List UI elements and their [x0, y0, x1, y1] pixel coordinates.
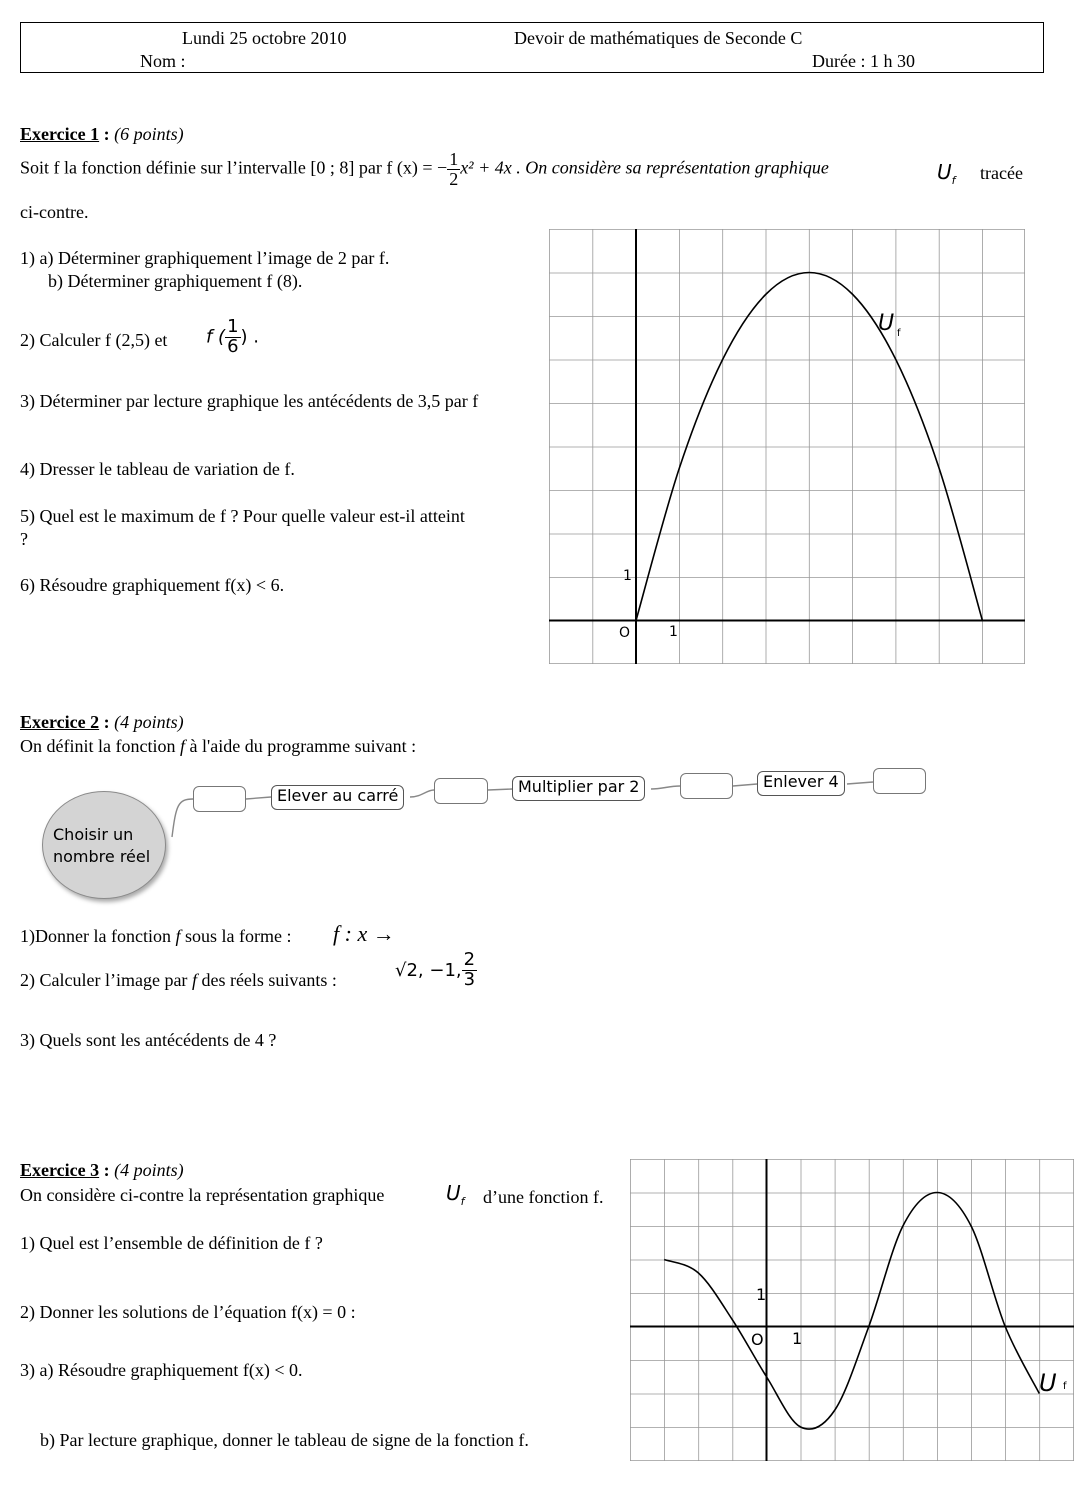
ex3-graph — [630, 1159, 1074, 1461]
ex3-intro: On considère ci-contre la représentation graphique — [20, 1185, 385, 1205]
ex1-intro-a: Soit f la fonction définie sur l’intervalle [0 ; 8] par f (x) = − — [20, 157, 448, 178]
ex1-q1a: 1) a) Déterminer graphiquement l’image de 2 par f. — [20, 248, 390, 268]
ex3-colon: : — [99, 1160, 115, 1180]
ex1-q5: 5) Quel est le maximum de f ? Pour quelle valeur est-il atteint ? — [20, 506, 465, 549]
connector-start-box1 — [172, 799, 193, 837]
ex1-q2-f: f ( — [206, 326, 226, 348]
ex1-q1b: b) Déterminer graphiquement f (8). — [48, 271, 303, 291]
ex3-graph-grid — [630, 1159, 1074, 1461]
ex1-origin-label: O — [619, 625, 631, 641]
ex1-graph — [549, 229, 1025, 664]
ex2-q1-form: f : x → — [333, 921, 395, 946]
ex1-colon: : — [99, 124, 115, 144]
ex1-title: Exercice 1 — [20, 124, 100, 144]
ex2-q3: 3) Quels sont les antécédents de 4 ? — [20, 1030, 277, 1050]
ex2-q2: 2) Calculer l’image par — [20, 970, 188, 990]
ex1-curve-name — [937, 160, 956, 187]
ex2-start-node — [42, 791, 166, 899]
ex2-q1: 1)Donner la fonction — [20, 926, 171, 946]
ex1-intro-d: ci-contre. — [20, 202, 89, 222]
ex2-heading — [20, 712, 184, 733]
ex1-q2-close: ) . — [240, 326, 260, 348]
ex3-graph-curve-label: U — [1039, 1369, 1057, 1397]
ex2-q1-line — [20, 926, 291, 947]
ex2-intro-f: f — [175, 736, 190, 756]
header-title: Devoir de mathématiques de Seconde C — [514, 28, 803, 48]
ex1-intro-c: tracée — [980, 163, 1023, 183]
ex1-intro-fraction — [447, 150, 460, 189]
ex1-curve-sub: f — [951, 174, 956, 187]
ex1-frac-num: 1 — [449, 149, 459, 169]
ex2-q2-den: 3 — [463, 968, 476, 990]
connector-box1-step1 — [246, 797, 271, 799]
ex3-q1: 1) Quel est l’ensemble de définition de f ? — [20, 1233, 323, 1253]
connector-box3-step3 — [733, 784, 757, 786]
ex1-curve-letter: U — [937, 160, 952, 184]
ex1-graph-grid — [549, 229, 1025, 664]
ex2-q2-vals: √2, −1, — [395, 959, 462, 981]
ex1-q2-fraction — [225, 318, 240, 357]
ex1-graph-curve-sub: f — [897, 328, 901, 339]
ex1-q4: 4) Dresser le tableau de variation de f. — [20, 459, 295, 479]
ex2-title: Exercice 2 — [20, 712, 100, 732]
ex1-y-unit-label: 1 — [623, 568, 632, 584]
connector-step1-box2 — [410, 790, 434, 797]
header-duration: Durée : 1 h 30 — [812, 51, 915, 71]
ex2-intro-end: à l'aide du programme suivant : — [189, 736, 417, 756]
ex2-intro: On définit la fonction — [20, 736, 176, 756]
ex1-intro-line — [20, 150, 829, 189]
ex1-graph-curve-label: U — [878, 311, 895, 336]
ex1-points: (6 points) — [114, 124, 184, 144]
ex1-intro-b: x² + 4x . On considère sa représentation graphique — [460, 157, 829, 178]
ex3-graph-curve-sub: f — [1063, 1381, 1067, 1392]
ex2-q2-values — [395, 951, 477, 990]
ex3-title: Exercice 3 — [20, 1160, 100, 1180]
ex1-frac-den: 2 — [449, 168, 459, 189]
ex3-y-unit-label: 1 — [756, 1285, 767, 1304]
ex1-x-unit-label: 1 — [669, 624, 678, 640]
ex1-heading — [20, 124, 184, 145]
ex3-q3b: b) Par lecture graphique, donner le tableau de signe de la fonction f. — [40, 1430, 529, 1450]
connector-step2-box3 — [651, 786, 680, 789]
ex2-q2-end: des réels suivants : — [201, 970, 337, 990]
ex3-q3a: 3) a) Résoudre graphiquement f(x) < 0. — [20, 1360, 303, 1380]
ex2-q2-fraction — [462, 951, 477, 990]
ex2-step-subtract: Enlever 4 — [757, 771, 845, 796]
ex3-q2: 2) Donner les solutions de l’équation f(x) = 0 : — [20, 1302, 356, 1322]
ex1-q2a: 2) Calculer f (2,5) et — [20, 330, 168, 350]
ex1-q2-num: 1 — [227, 316, 239, 337]
ex2-q2-num: 2 — [463, 949, 476, 970]
ex2-result-box-2 — [434, 778, 488, 804]
connector-box2-step2 — [488, 789, 512, 790]
ex3-curve-points — [663, 1192, 1040, 1429]
connector-step3-box4 — [847, 782, 873, 784]
ex2-intro-line — [20, 736, 416, 757]
ex3-intro-end: d’une fonction f. — [483, 1187, 604, 1207]
ex2-q2-line — [20, 970, 337, 991]
ex2-step-multiply: Multiplier par 2 — [512, 776, 645, 801]
ex2-colon: : — [99, 712, 115, 732]
ex3-x-unit-label: 1 — [792, 1329, 803, 1348]
ex1-q3: 3) Déterminer par lecture graphique les antécédents de 3,5 par f — [20, 391, 479, 411]
ex2-q1-end: sous la forme : — [184, 926, 292, 946]
ex2-step-square: Elever au carré — [271, 785, 404, 810]
ex3-origin-label: O — [751, 1330, 764, 1349]
ex3-heading — [20, 1160, 184, 1181]
ex2-q1-f: f — [170, 926, 185, 946]
ex2-q2-f: f — [187, 970, 202, 990]
header-date: Lundi 25 octobre 2010 — [182, 28, 347, 48]
ex3-curve-letter: U — [446, 1181, 461, 1205]
ex2-result-box-4 — [873, 768, 926, 794]
ex2-result-box-3 — [680, 773, 733, 799]
ex1-q6: 6) Résoudre graphiquement f(x) < 6. — [20, 575, 285, 595]
ex2-start-node-label: Choisir un nombre réel — [53, 825, 151, 866]
ex1-q2-den: 6 — [227, 335, 239, 357]
ex2-result-box-1 — [193, 786, 246, 812]
header-name-label: Nom : — [140, 51, 186, 71]
ex1-q2-expression — [206, 318, 259, 357]
ex3-curve-sub: f — [460, 1195, 465, 1208]
ex3-points: (4 points) — [114, 1160, 184, 1180]
ex2-points: (4 points) — [114, 712, 184, 732]
